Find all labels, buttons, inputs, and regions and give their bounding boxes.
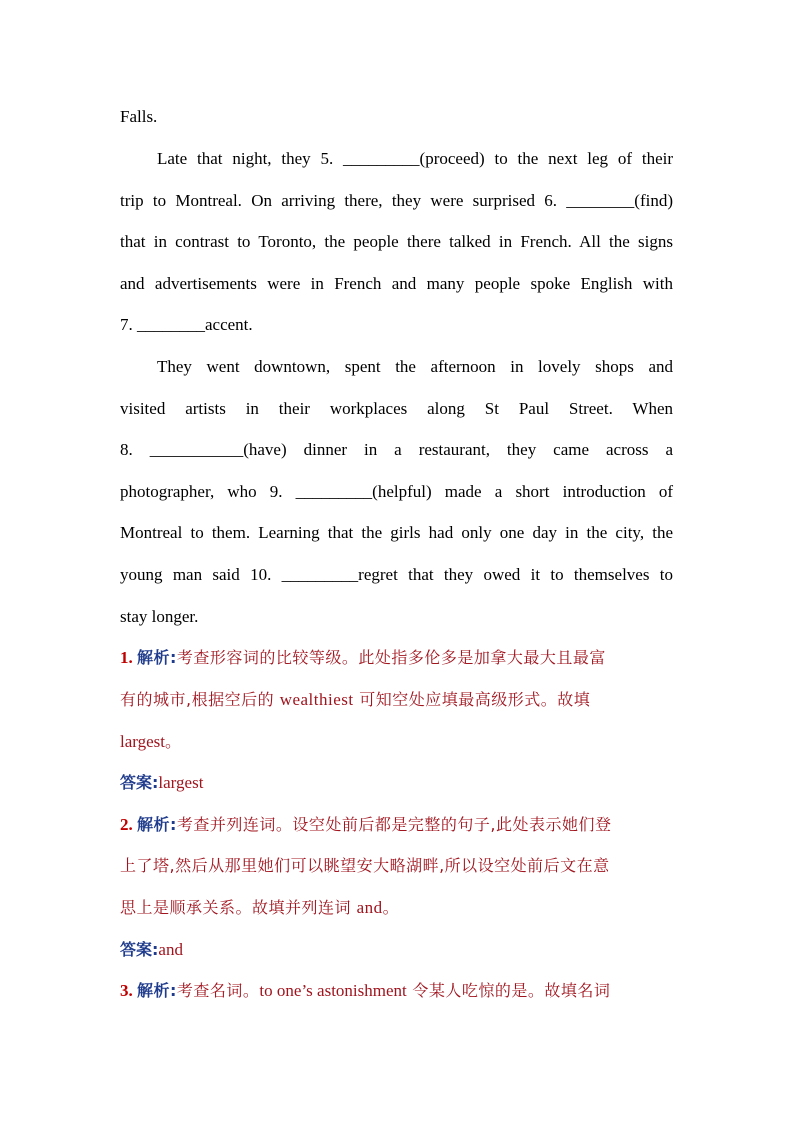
passage-line: 7. ________accent. bbox=[120, 315, 253, 334]
explanation-number: 3. bbox=[120, 981, 133, 1000]
passage-line: visited artists in their workplaces along St Paul Street. When bbox=[120, 399, 673, 418]
explanation-label: 解析: bbox=[137, 648, 177, 667]
answer-value: largest bbox=[158, 773, 204, 792]
explanation-3-line bbox=[120, 981, 673, 1001]
explanation-text: 可知空处应填最高级形式。故填 bbox=[353, 690, 591, 709]
explanation-text: 令某人吃惊的是。故填名词 bbox=[406, 981, 611, 1000]
answer-label: 答案: bbox=[120, 773, 159, 792]
explanation-number: 1. bbox=[120, 648, 133, 667]
passage-line: photographer, who 9. _________(helpful) made a short introduction of bbox=[120, 482, 673, 501]
explanation-keyword: largest bbox=[120, 732, 166, 751]
answer-1 bbox=[120, 773, 673, 793]
explanation-2-line bbox=[120, 898, 673, 918]
explanation-text: 考查形容词的比较等级。此处指多伦多是加拿大最大且最富 bbox=[176, 648, 606, 667]
passage-line: and advertisements were in French and many people spoke English with bbox=[120, 274, 673, 293]
explanation-1-line bbox=[120, 732, 673, 752]
passage-line: young man said 10. _________regret that they owed it to themselves to bbox=[120, 565, 673, 584]
passage-line: They went downtown, spent the afternoon in lovely shops and bbox=[157, 357, 673, 376]
passage-line: stay longer. bbox=[120, 607, 199, 626]
answer-2 bbox=[120, 940, 673, 960]
passage-line: Falls. bbox=[120, 107, 158, 126]
explanation-text: 。 bbox=[165, 732, 182, 751]
explanation-number: 2. bbox=[120, 815, 133, 834]
passage-line: Late that night, they 5. _________(proceed) to the next leg of their bbox=[157, 149, 673, 168]
answer-label: 答案: bbox=[120, 940, 159, 959]
explanation-text: 。 bbox=[382, 898, 400, 917]
passage-line: 8. ___________(have) dinner in a restaurant, they came across a bbox=[120, 440, 673, 459]
answer-value: and bbox=[158, 940, 183, 959]
explanation-label: 解析: bbox=[137, 981, 177, 1000]
explanation-1-line bbox=[120, 690, 673, 710]
explanation-text: 考查名词。 bbox=[176, 981, 260, 1000]
explanation-text: 考查并列连词。设空处前后都是完整的句子,此处表示她们登 bbox=[176, 815, 612, 834]
passage-line: Montreal to them. Learning that the girls had only one day in the city, the bbox=[120, 523, 673, 542]
explanation-label: 解析: bbox=[137, 815, 177, 834]
explanation-keyword: and bbox=[356, 898, 383, 917]
explanation-2-line bbox=[120, 815, 673, 835]
explanation-keyword: to one’s astonishment bbox=[259, 981, 407, 1000]
explanation-text: 思上是顺承关系。故填并列连词 bbox=[120, 898, 357, 917]
explanation-1-line bbox=[120, 648, 673, 668]
passage-line: that in contrast to Toronto, the people there talked in French. All the signs bbox=[120, 232, 673, 251]
explanation-2-line: 上了塔,然后从那里她们可以眺望安大略湖畔,所以设空处前后文在意 bbox=[120, 856, 610, 875]
explanation-text: 有的城市,根据空后的 bbox=[120, 690, 280, 709]
explanation-keyword: wealthiest bbox=[279, 690, 354, 709]
passage-line: trip to Montreal. On arriving there, they were surprised 6. ________(find) bbox=[120, 191, 673, 210]
